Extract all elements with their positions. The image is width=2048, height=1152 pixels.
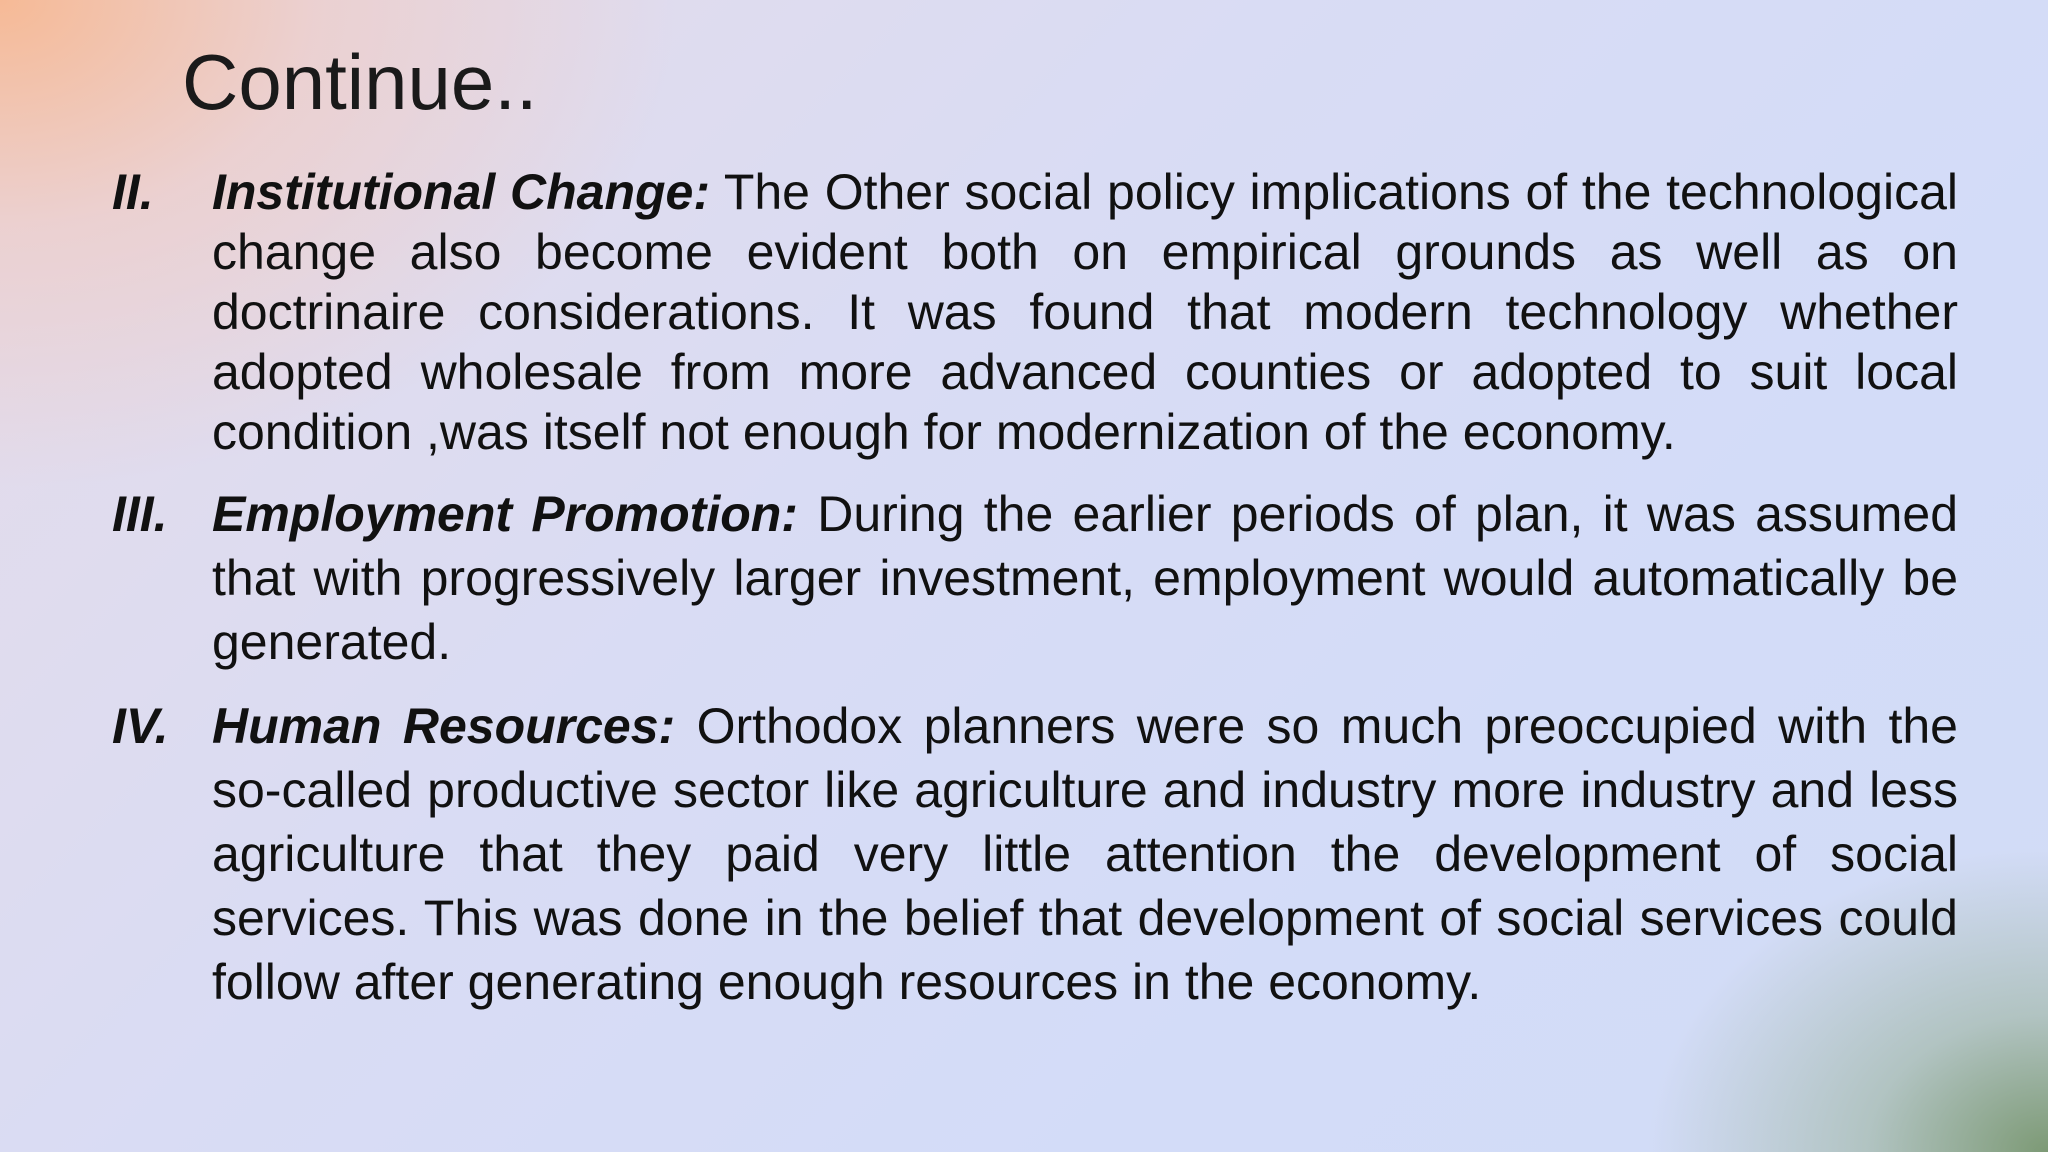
item-body: The Other social policy implications of the technological change also become evident both on empirical grounds as well as on doctrinaire considerations. It was found that modern technology whether adopted wholesale from more advanced counties or adopted to suit local condition ,was itself not enough for modernization of the economy. [212, 164, 1958, 460]
item-text [212, 482, 1958, 674]
slide-title: Continue.. [182, 38, 538, 126]
item-body: During the earlier periods of plan, it was assumed that with progressively larger investment, employment would automatically be generated. [212, 486, 1958, 670]
list-item-employment-promotion [112, 482, 1958, 674]
list-item-human-resources [112, 694, 1958, 1014]
item-text [212, 162, 1958, 462]
item-heading: Institutional Change: [212, 164, 711, 220]
item-text [212, 694, 1958, 1014]
content-list [112, 162, 1958, 1034]
item-body: Orthodox planners were so much preoccupied with the so-called productive sector like agriculture and industry more industry and less agriculture that they paid very little attention the development of social services. This was done in the belief that development of social services could follow after generating enough resources in the economy. [212, 698, 1958, 1010]
item-heading: Employment Promotion: [212, 486, 798, 542]
list-item-institutional-change [112, 162, 1958, 462]
item-heading: Human Resources: [212, 698, 676, 754]
item-numeral: III. [112, 486, 168, 542]
item-numeral: II. [112, 164, 154, 220]
item-numeral: IV. [112, 698, 169, 754]
